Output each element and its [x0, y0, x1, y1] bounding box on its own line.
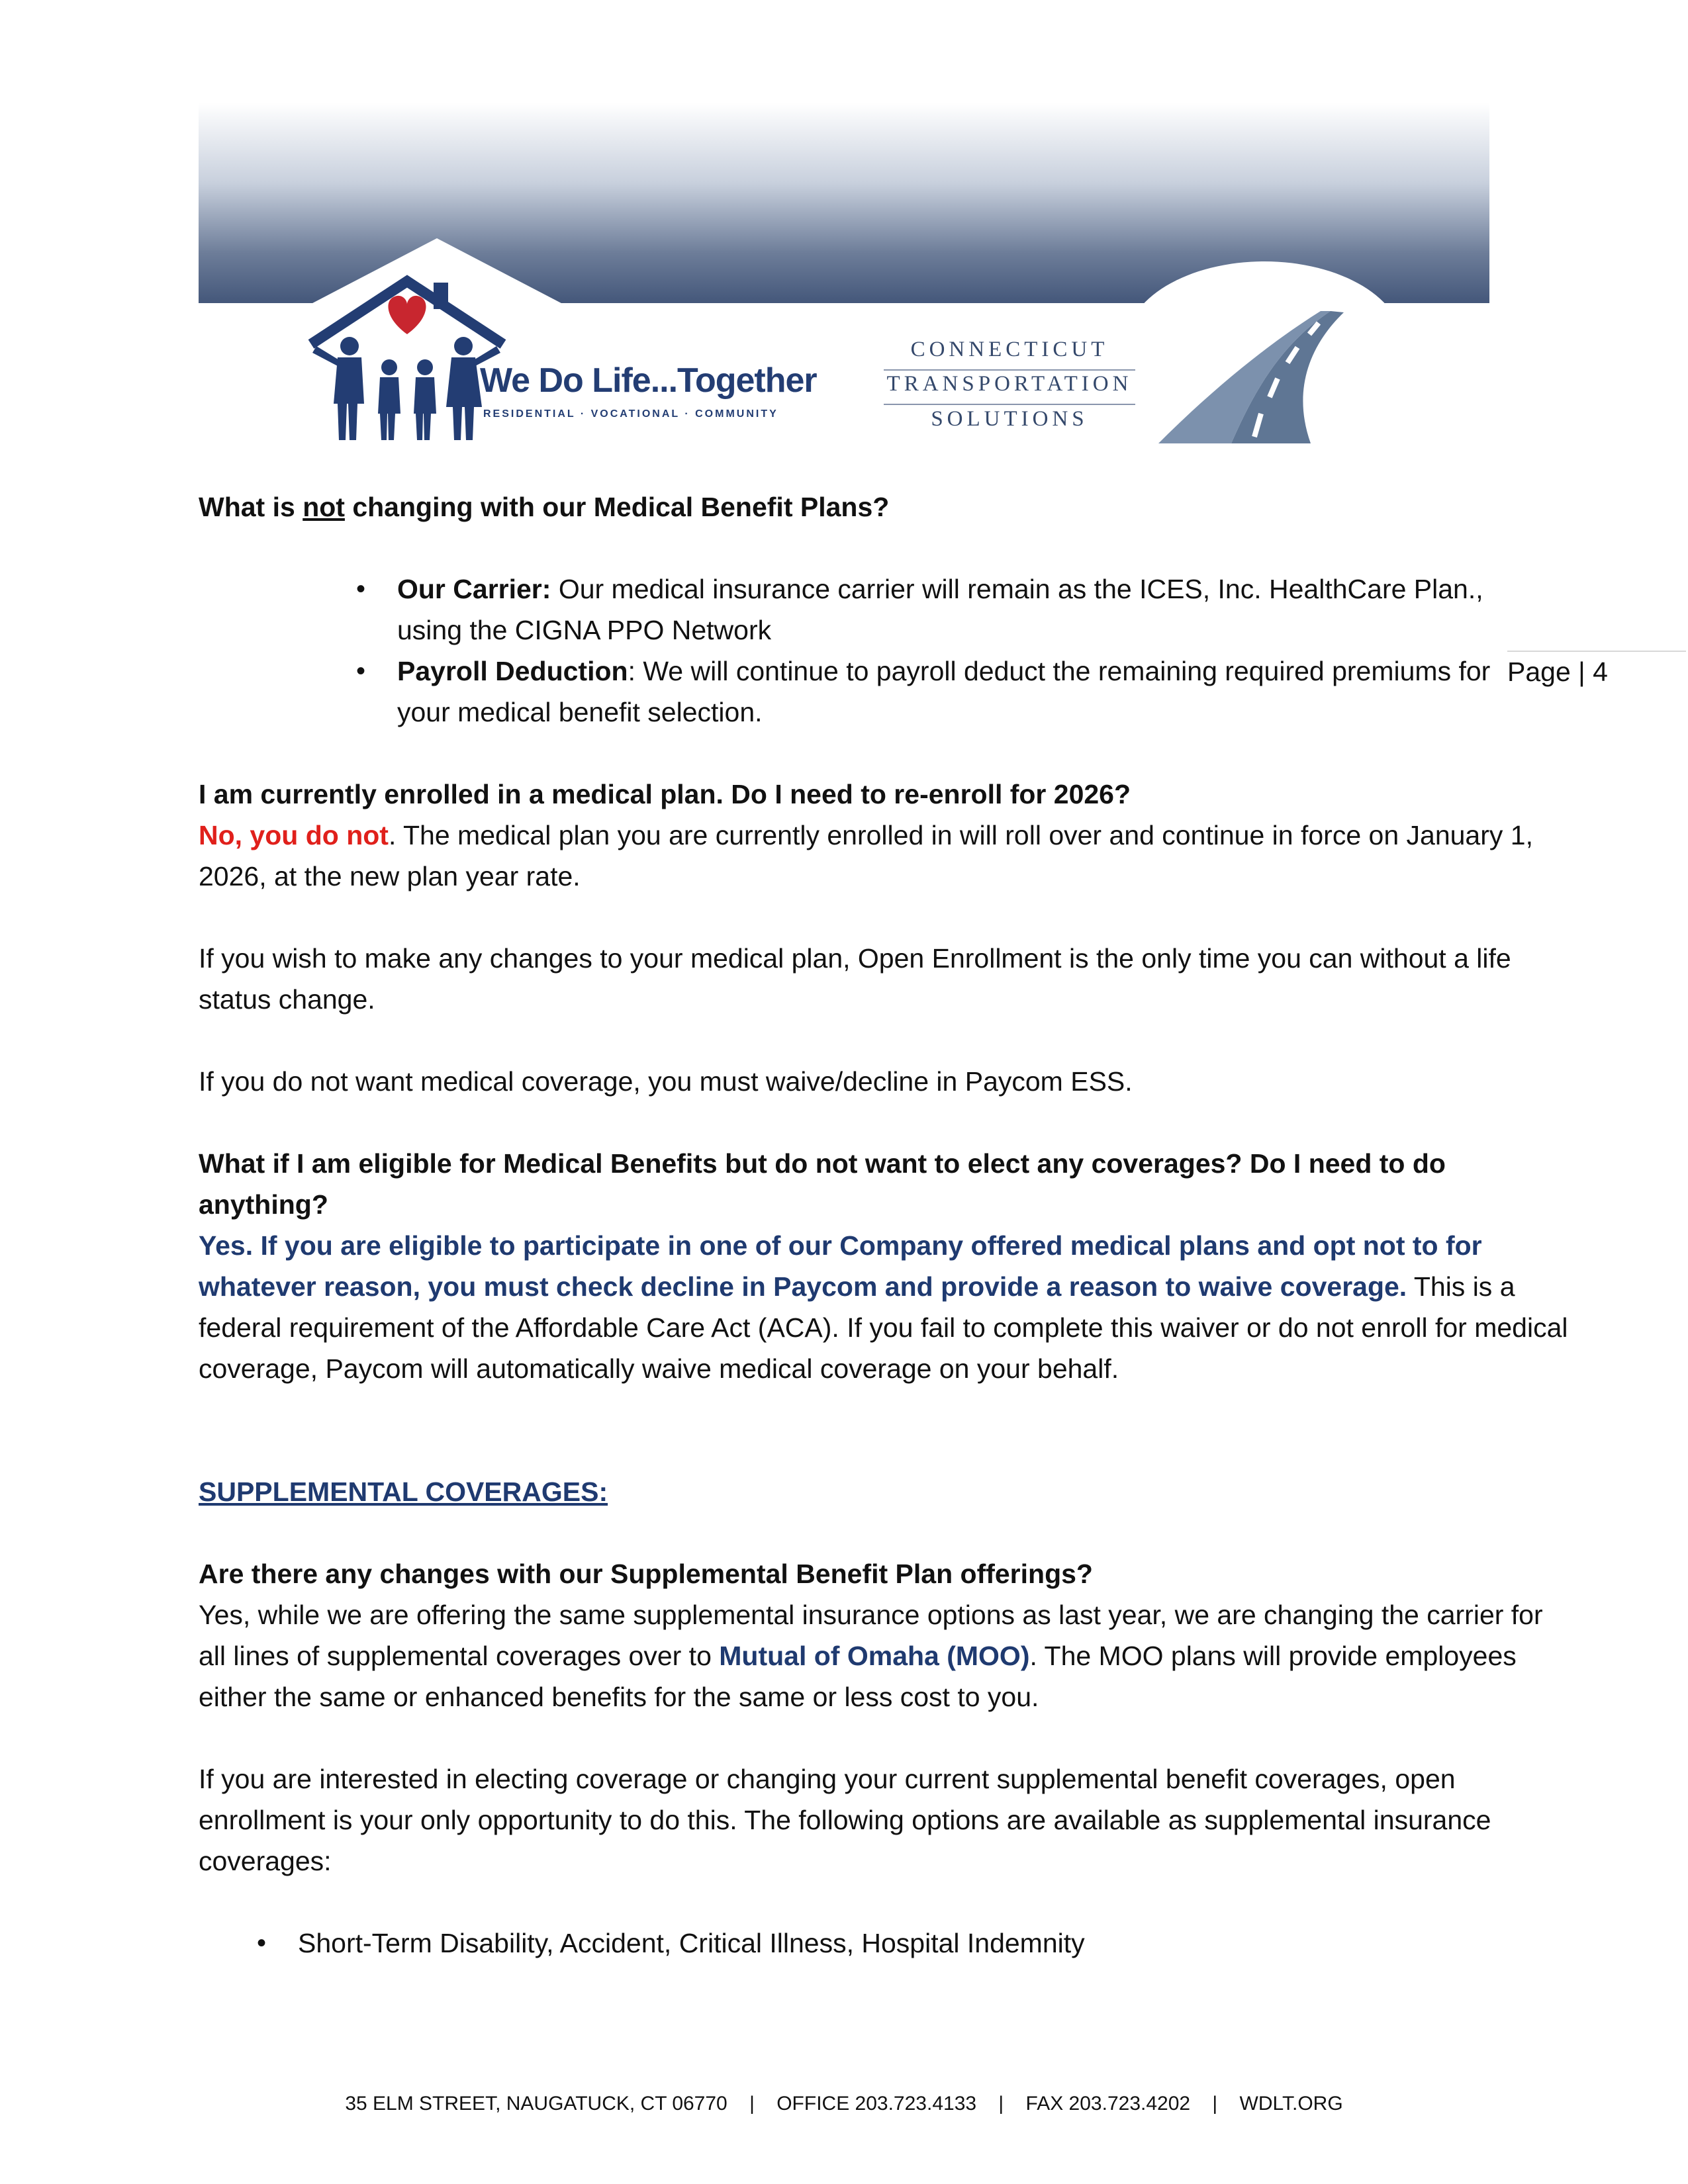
supplemental-heading: SUPPLEMENTAL COVERAGES:: [199, 1477, 608, 1507]
logo-title: We Do Life...Together: [480, 361, 817, 400]
logo-rule: [884, 404, 1135, 405]
answer-reenroll: No, you do not. The medical plan you are currently enrolled in will roll over and continue in force on January 1, 2026, at the new plan year rate.: [199, 820, 1533, 891]
logo-rule: [884, 369, 1135, 371]
paragraph-supplemental-options: If you are interested in electing coverage or changing your current supplemental benefit coverages, open enrollment is your only opportunity to do this. The following options are available as supplemental insurance coverages:: [199, 1764, 1491, 1876]
logo-line-2: TRANSPORTATION: [886, 372, 1133, 396]
document-body: [199, 486, 1575, 1964]
paragraph-changes: If you wish to make any changes to your medical plan, Open Enrollment is the only time you can without a life status change.: [199, 943, 1511, 1015]
question-not-changing: What is not changing with our Medical Benefit Plans?: [199, 492, 890, 522]
logo-subtitle: RESIDENTIAL · VOCATIONAL · COMMUNITY: [483, 408, 778, 420]
road-icon: [1139, 304, 1350, 443]
answer-eligible: Yes. If you are eligible to participate in one of our Company offered medical plans and opt not to for whatever reason, you must check decline in Paycom and provide a reason to waive coverage. This is a federal requirement of the Affordable Care Act (ACA). If you fail to complete this waiver or do not enroll for medical coverage, Paycom will automatically waive medical coverage on your behalf.: [199, 1230, 1568, 1384]
logo-line-1: CONNECTICUT: [910, 338, 1109, 361]
list-item: • Our Carrier: Our medical insurance carrier will remain as the ICES, Inc. HealthCare Plan., using the CIGNA PPO Network: [397, 569, 1496, 651]
logo-line-3: SOLUTIONS: [931, 407, 1088, 431]
heart-icon: [388, 296, 426, 334]
list-item: • Short-Term Disability, Accident, Critical Illness, Hospital Indemnity: [298, 1923, 1575, 1964]
question-eligible: What if I am eligible for Medical Benefits but do not want to elect any coverages? Do I need to do anything?: [199, 1148, 1446, 1220]
paragraph-waive: If you do not want medical coverage, you must waive/decline in Paycom ESS.: [199, 1066, 1133, 1097]
not-changing-list: [397, 569, 1496, 733]
question-reenroll: I am currently enrolled in a medical plan. Do I need to re-enroll for 2026?: [199, 779, 1131, 809]
we-do-life-logo: [305, 268, 834, 440]
supplemental-list: [298, 1923, 1575, 1964]
footer-contact: 35 ELM STREET, NAUGATUCK, CT 06770 | OFFICE 203.723.4133 | FAX 203.723.4202 | WDLT.ORG: [345, 2093, 1343, 2115]
ct-transportation-logo: [874, 304, 1350, 450]
page-number: Page | 4: [1507, 651, 1686, 688]
answer-supplemental: Yes, while we are offering the same supplemental insurance options as last year, we are changing the carrier for all lines of supplemental coverages over to Mutual of Omaha (MOO). The MOO plans will provide employees either the same or enhanced benefits for the same or less cost to you.: [199, 1600, 1543, 1712]
list-item: • Payroll Deduction: We will continue to payroll deduct the remaining required premiums for your medical benefit selection.: [397, 651, 1496, 733]
question-supplemental: Are there any changes with our Supplemental Benefit Plan offerings?: [199, 1559, 1093, 1589]
